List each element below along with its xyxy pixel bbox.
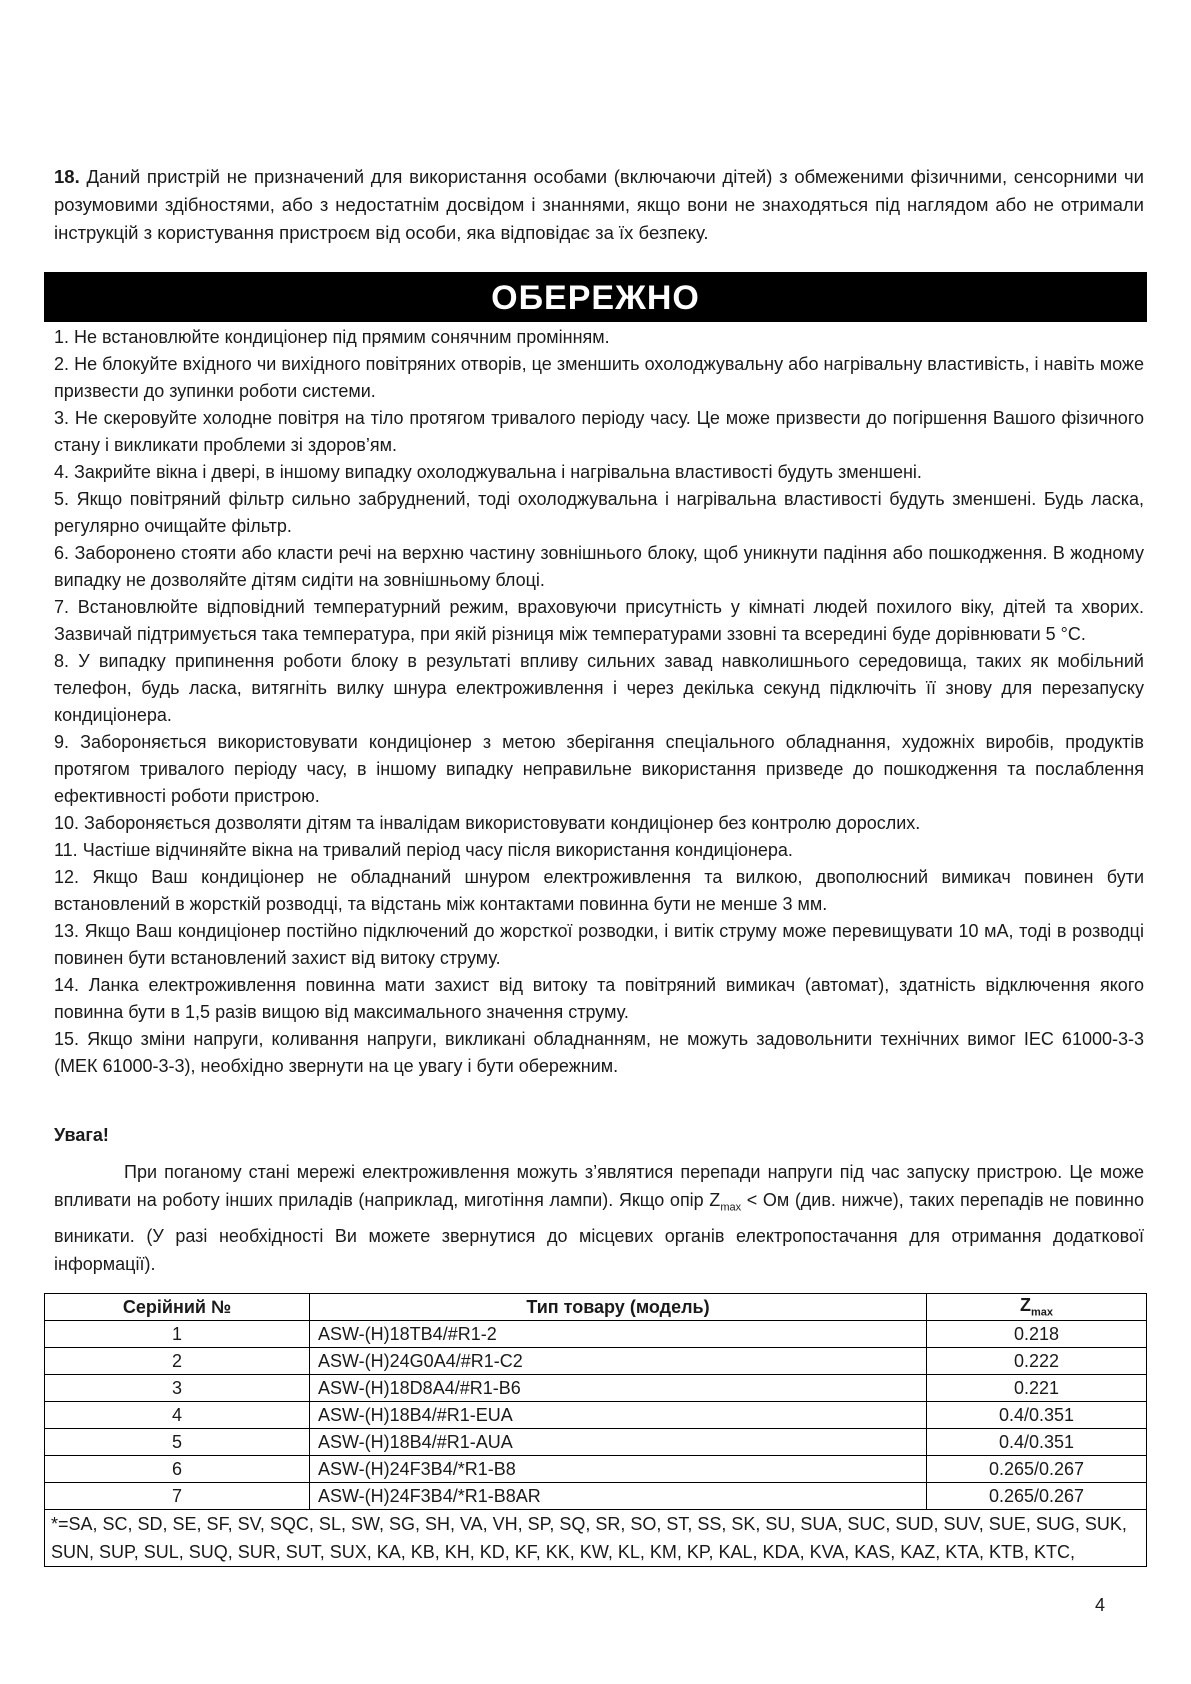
cell-model: ASW-(H)24G0A4/#R1-C2 (310, 1348, 927, 1375)
cell-serial: 2 (45, 1348, 310, 1375)
header-zmax-sub: max (1030, 1306, 1054, 1319)
table-row (45, 1483, 1147, 1510)
caution-item: 7. Встановлюйте відповідний температурний режим, враховуючи присутність у кімнаті людей похилого віку, дітей та хворих. Зазвичай підтримується така температура, при якій різниця між температурами ззовні та всередині буде дорівнювати 5 °С. (54, 597, 1144, 644)
caution-item: 8. У випадку припинення роботи блоку в результаті впливу сильних завад навколишнього середовища, таких як мобільний телефон, будь ласка, витягніть вилку шнура електроживлення і через декілька секунд підключіть її знову для перезапуску кондиціонера. (54, 651, 1144, 725)
caution-item: 11. Частіше відчиняйте вікна на тривалий період часу після використання кондиціонера. (54, 840, 793, 860)
warning-text-after: < Ом (див. нижче), таких перепадів не повинно виникати. (У разі необхідності Ви можете звернутися до місцевих органів електропостачання для отримання додаткової інформації). (54, 1190, 1145, 1274)
cell-serial: 3 (45, 1375, 310, 1402)
cell-zmax: 0.4/0.351 (927, 1429, 1147, 1456)
caution-item: 9. Забороняється використовувати кондиціонер з метою зберігання спеціального обладнання, художніх виробів, продуктів протягом тривалого періоду часу, в іншому випадку неправильне використання призведе до пошкодження та послаблення ефективності роботи пристрою. (54, 732, 1144, 806)
table-row (45, 1429, 1147, 1456)
caution-banner: ОБЕРЕЖНО (44, 272, 1147, 322)
caution-item: 2. Не блокуйте вхідного чи вихідного повітряних отворів, це зменшить охолоджувальну або нагрівальну властивість, і навіть може призвести до зупинки роботи системи. (54, 354, 1144, 401)
cell-zmax: 0.222 (927, 1348, 1147, 1375)
table-row (45, 1456, 1147, 1483)
cell-zmax: 0.221 (927, 1375, 1147, 1402)
cell-zmax: 0.4/0.351 (927, 1402, 1147, 1429)
cell-zmax: 0.265/0.267 (927, 1483, 1147, 1510)
model-table (44, 1293, 1147, 1567)
cell-model: ASW-(H)24F3B4/*R1-B8AR (310, 1483, 927, 1510)
page-number: 4 (1094, 1595, 1105, 1615)
caution-item: 3. Не скеровуйте холодне повітря на тіло протягом тривалого періоду часу. Це може призвести до погіршення Вашого фізичного стану і викликати проблеми зі здоров’ям. (54, 408, 1144, 455)
caution-item: 1. Не встановлюйте кондиціонер під прямим сонячним промінням. (54, 327, 610, 347)
cell-model: ASW-(H)18B4/#R1-EUA (310, 1402, 927, 1429)
cell-model: ASW-(H)18B4/#R1-AUA (310, 1429, 927, 1456)
document-page (44, 0, 1147, 1684)
cell-serial: 5 (45, 1429, 310, 1456)
header-zmax (927, 1294, 1147, 1321)
caution-item: 10. Забороняється дозволяти дітям та інвалідам використовувати кондиціонер без контролю дорослих. (54, 813, 921, 833)
cell-zmax: 0.265/0.267 (927, 1456, 1147, 1483)
header-model: Тип товару (модель) (310, 1294, 927, 1321)
cell-serial: 7 (45, 1483, 310, 1510)
intro-number: 18. (54, 166, 80, 187)
caution-item: 5. Якщо повітряний фільтр сильно забруднений, тоді охолоджувальна і нагрівальна властивості будуть зменшені. Будь ласка, регулярно очищайте фільтр. (54, 489, 1144, 536)
caution-item: 15. Якщо зміни напруги, коливання напруги, викликані обладнанням, не можуть задовольнити технічних вимог IEC 61000-3-3 (МЕК 61000-3-3), необхідно звернути на це увагу і бути обережним. (54, 1029, 1144, 1076)
intro-text: Даний пристрій не призначений для використання особами (включаючи дітей) з обмеженими фізичними, сенсорними чи розумовими здібностями, або з недостатнім досвідом і знаннями, якщо вони не знаходяться під наглядом або не отримали інструкцій з користування пристроєм від особи, яка відповідає за їх безпеку. (54, 166, 1145, 243)
warning-text-before: При поганому стані мережі електроживлення можуть з’являтися перепади напруги під час запуску пристрою. Це може впливати на роботу інших приладів (наприклад, миготіння лампи). Якщо опір Z (54, 1162, 1144, 1210)
warning-paragraph (54, 1158, 1144, 1278)
table-row (45, 1402, 1147, 1429)
caution-item: 6. Заборонено стояти або класти речі на верхню частину зовнішнього блоку, щоб уникнути падіння або пошкодження. В жодному випадку не дозволяйте дітям сидіти на зовнішньому блоці. (54, 543, 1144, 590)
warning-subscript: max (720, 1201, 742, 1214)
intro-paragraph (54, 163, 1144, 247)
table-row (45, 1375, 1147, 1402)
cell-serial: 1 (45, 1321, 310, 1348)
cell-model: ASW-(H)18TB4/#R1-2 (310, 1321, 927, 1348)
cell-serial: 6 (45, 1456, 310, 1483)
cell-model: ASW-(H)18D8A4/#R1-B6 (310, 1375, 927, 1402)
caution-list (54, 324, 1144, 1080)
cell-serial: 4 (45, 1402, 310, 1429)
header-zmax-letter: Z (1019, 1295, 1031, 1316)
caution-item: 13. Якщо Ваш кондиціонер постійно підключений до жорсткої розводки, і витік струму може перевищувати 10 мА, тоді в розводці повинен бути встановлений захист від витоку струму. (54, 921, 1144, 968)
cell-zmax: 0.218 (927, 1321, 1147, 1348)
cell-model: ASW-(H)24F3B4/*R1-B8 (310, 1456, 927, 1483)
table-header-row (45, 1294, 1147, 1321)
caution-item: 4. Закрийте вікна і двері, в іншому випадку охолоджувальна і нагрівальна властивості будуть зменшені. (54, 462, 922, 482)
header-serial: Серійний № (45, 1294, 310, 1321)
table-row (45, 1321, 1147, 1348)
warning-title: Увага! (54, 1125, 109, 1145)
caution-item: 14. Ланка електроживлення повинна мати захист від витоку та повітряний вимикач (автомат), здатність відключення якого повинна бути в 1,5 разів вищою від максимального значення струму. (54, 975, 1144, 1022)
table-row (45, 1348, 1147, 1375)
table-note-row (45, 1510, 1147, 1567)
caution-item: 12. Якщо Ваш кондиціонер не обладнаний шнуром електроживлення та вилкою, двополюсний вимикач повинен бути встановлений в жорсткій розводці, та відстань між контактами повинна бути не менше 3 мм. (54, 867, 1144, 914)
table-note: *=SA, SC, SD, SE, SF, SV, SQC, SL, SW, SG, SH, VA, VH, SP, SQ, SR, SO, ST, SS, SK, SU, SUA, SUC, SUD, SUV, SUE, SUG, SUK, SUN, SUP, SUL, SUQ, SUR, SUT, SUX, KA, KB, KH, KD, KF, KK, KW, KL, KM, KP, KAL, KDA, KVA, KAS, KAZ, KTA, KTB, KTC, (45, 1510, 1147, 1567)
